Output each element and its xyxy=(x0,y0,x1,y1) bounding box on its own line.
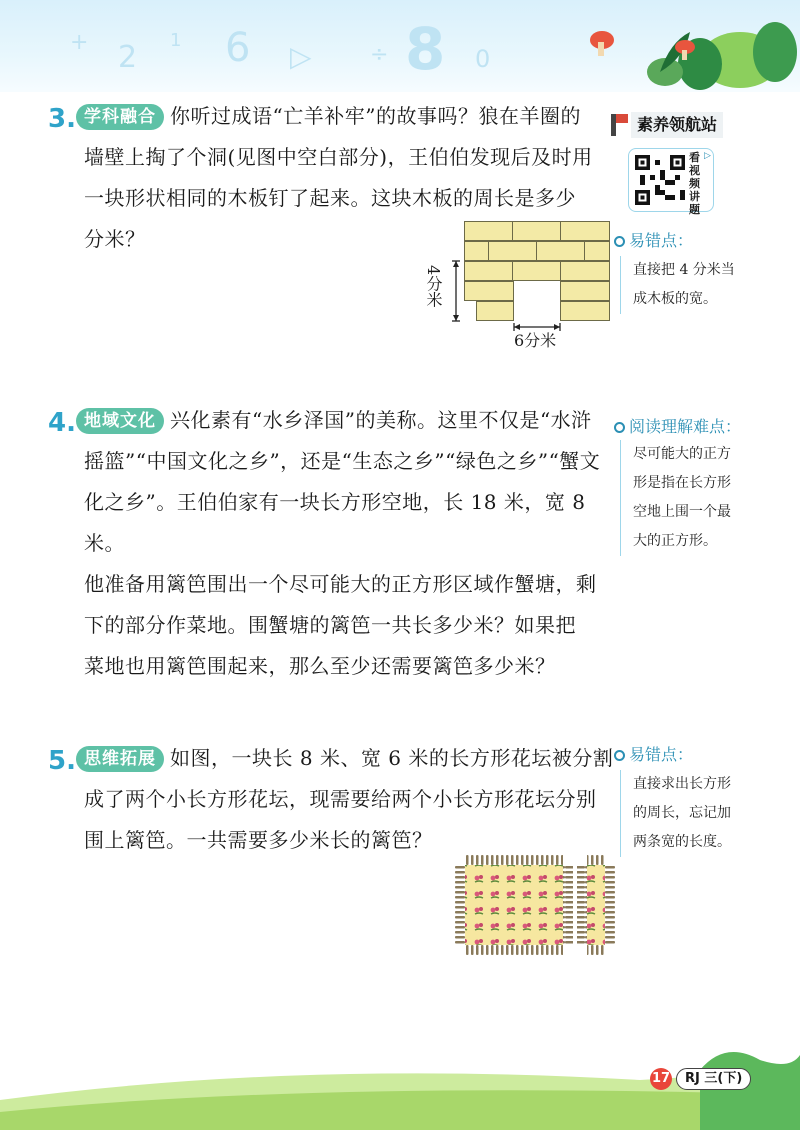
question-4-text xyxy=(84,400,614,687)
flag-icon-red xyxy=(616,114,628,123)
question-4-line: 菜地也用篱笆围起来，那么至少还需要篱笆多少米？ xyxy=(84,654,556,678)
edition-label: RJ 三(下) xyxy=(676,1068,751,1090)
question-3-tag: 学科融合 xyxy=(76,104,164,130)
bullet-icon xyxy=(614,750,625,761)
note-title-text: 易错点： xyxy=(629,745,694,764)
fig-width-label: 6分米 xyxy=(514,331,557,350)
fig-height-label: 4分米 xyxy=(424,265,443,308)
note-line: 尽可能大的正方 xyxy=(633,446,731,462)
flower-bed-figure xyxy=(455,855,615,955)
bullet-icon xyxy=(614,236,625,247)
note-line: 大的正方形。 xyxy=(633,533,717,549)
question-3-line: 一块形状相同的木板钉了起来。这块木板的周长是多少 xyxy=(84,186,576,210)
page-number: 17 xyxy=(651,1071,671,1086)
note-line: 直接把 4 分米当 xyxy=(633,262,735,278)
question-4-line: 兴化素有“水乡泽国”的美称。这里不仅是“水浒 xyxy=(170,408,592,432)
question-5-line: 如图，一块长 8 米、宽 6 米的长方形花坛被分割 xyxy=(170,746,614,770)
note-line: 空地上围一个最 xyxy=(633,504,731,520)
question-4-line: 摇篮”“中国文化之乡”，还是“生态之乡”“绿色之乡”“蟹文 xyxy=(84,449,601,473)
page-number-badge xyxy=(650,1068,672,1090)
note-line: 成木板的宽。 xyxy=(633,291,717,307)
question-4-line: 下的部分作菜地。围蟹塘的篱笆一共长多少米？如果把 xyxy=(84,613,576,637)
note-title-text: 阅读理解难点： xyxy=(629,417,742,436)
question-3-note-title xyxy=(614,228,693,251)
qr-label: 看视频讲题 xyxy=(689,151,700,216)
question-4-number: 4. xyxy=(48,408,76,438)
question-5-number: 5. xyxy=(48,746,76,776)
qr-code-icon xyxy=(635,155,685,205)
question-5-note-title xyxy=(614,742,693,765)
question-5-tag: 思维拓展 xyxy=(76,746,164,772)
play-icon: ▷ xyxy=(704,151,711,161)
sidebar-header xyxy=(611,112,731,138)
question-5-note xyxy=(620,770,783,857)
question-4-line: 他准备用篱笆围出一个尽可能大的正方形区域作蟹塘，剩 xyxy=(84,572,597,596)
note-line: 两条宽的长度。 xyxy=(633,834,731,850)
bullet-icon xyxy=(614,422,625,433)
header-decoration: + 2 1 6 ▷ ÷ 8 0 xyxy=(70,15,491,83)
question-5-line: 围上篱笆。一共需要多少米长的篱笆？ xyxy=(84,828,433,852)
question-4-line: 化之乡”。王伯伯家有一块长方形空地，长 18 米，宽 8 米。 xyxy=(84,490,586,555)
question-3-line: 你听过成语“亡羊补牢”的故事吗？狼在羊圈的 xyxy=(170,104,581,128)
question-4-tag: 地域文化 xyxy=(76,408,164,434)
question-3-line: 墙壁上掏了个洞(见图中空白部分)，王伯伯发现后及时用 xyxy=(84,145,593,169)
plant-decoration xyxy=(590,12,800,92)
question-5-line: 成了两个小长方形花坛，现需要给两个小长方形花坛分别 xyxy=(84,787,597,811)
sidebar-title: 素养领航站 xyxy=(631,112,723,138)
question-3-number: 3. xyxy=(48,104,76,134)
note-line: 直接求出长方形 xyxy=(633,776,731,792)
note-line: 的周长，忘记加 xyxy=(633,805,731,821)
note-line: 形是指在长方形 xyxy=(633,475,731,491)
question-3-note xyxy=(620,256,783,314)
footer-grass xyxy=(0,1050,800,1130)
brick-wall-figure xyxy=(420,215,620,355)
note-title-text: 易错点： xyxy=(629,231,694,250)
question-5-text xyxy=(84,738,614,861)
question-4-note xyxy=(620,440,783,556)
question-3-line: 分米？ xyxy=(84,227,146,251)
question-4-note-title xyxy=(614,414,741,437)
qr-code-box[interactable] xyxy=(628,148,714,216)
